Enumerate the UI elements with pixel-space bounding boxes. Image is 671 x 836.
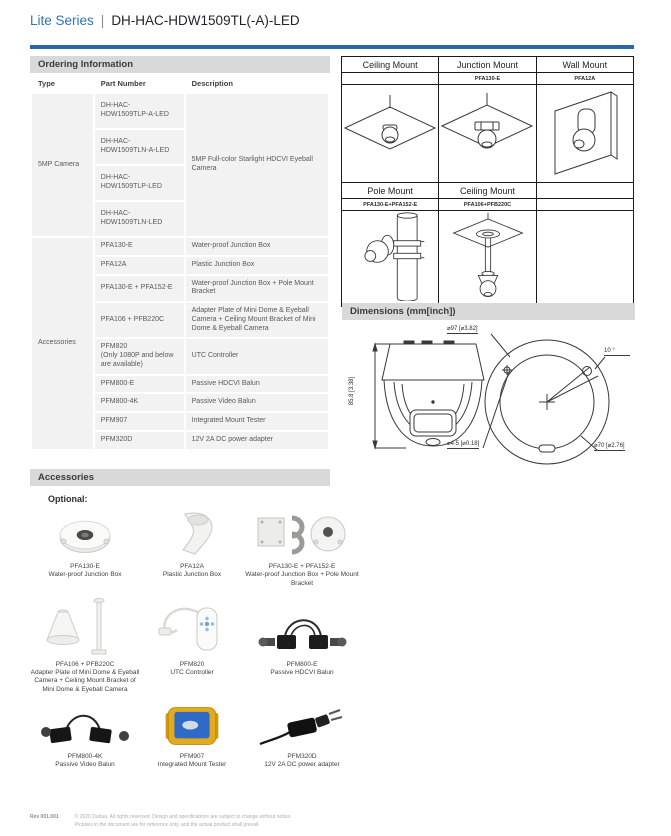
accessory-item: [28, 506, 142, 589]
title-separator: |: [100, 13, 105, 28]
page-header: [30, 13, 300, 28]
accessory-name: Water-proof Junction Box + Pole Mount Bracket: [245, 571, 359, 587]
accessory-image: [142, 506, 242, 558]
mount-image-cell: [342, 85, 439, 183]
accessory-image: [28, 506, 142, 558]
inner-diameter-label: ⌀70 [⌀2.76]: [594, 443, 625, 449]
mounts-table: [341, 56, 634, 307]
accessory-item: [142, 506, 242, 589]
accessory-part: PFA130-E + PFA152-E: [268, 563, 336, 570]
accessory-image: [242, 598, 362, 656]
mount-image-row: [342, 85, 634, 183]
desc-cell: UTC Controller: [186, 339, 328, 373]
desc-cell: Adapter Plate of Mini Dome & Eyeball Camera + Ceiling Mount Bracket of Mini Dome & Eyeball Camera: [186, 303, 328, 337]
accessory-part: PFM800-E: [286, 660, 318, 668]
mount-title: Ceiling Mount: [342, 57, 439, 73]
pfa130e-junction-box-image: [37, 512, 133, 558]
mount-part: PFA12A: [536, 73, 633, 85]
accessory-name: 12V 2A DC power adapter: [264, 761, 340, 769]
accessory-part: PFA12A: [180, 563, 204, 570]
part-cell: PFA130-E + PFA152-E: [95, 276, 184, 302]
part-cell: DH-HAC-HDW1509TLN-LED: [95, 202, 184, 236]
accessory-item: [28, 704, 142, 770]
pfa130e-pfa152e-pole-bracket-image: [252, 510, 352, 558]
pole-mount-drawing: [342, 211, 440, 301]
accessory-part: PFM907: [179, 753, 205, 761]
type-cell-accessories: Accessories: [32, 238, 93, 449]
copyright-line1: © 2020 Dahua. All rights reserved. Design and specifications are subject to change without notice.: [74, 814, 292, 820]
part-cell: DH-HAC-HDW1509TLP-A-LED: [95, 94, 184, 128]
table-row: [32, 238, 328, 255]
desc-cell: Plastic Junction Box: [186, 257, 328, 274]
pfm800e-balun-image: [255, 608, 349, 656]
ordering-information-section: [30, 56, 330, 451]
col-header-desc: Description: [186, 75, 328, 92]
accessory-name: Adapter Plate of Mini Dome & Eyeball Camera + Ceiling Mount Bracket of Mini Dome & Eyeball Camera: [30, 668, 140, 694]
mount-image-cell: [439, 85, 536, 183]
accessory-image: [242, 506, 362, 558]
part-cell: PFM800-E: [95, 376, 184, 393]
ceiling-mount-drawing: [342, 87, 438, 175]
series-title: Lite Series: [30, 13, 94, 28]
pfm800-4k-balun-image: [38, 704, 132, 748]
page-footer: [30, 814, 634, 829]
dimensions-section: [342, 303, 635, 488]
accessory-name: Passive HDCVI Balun: [270, 668, 334, 676]
mount-title: Pole Mount: [342, 183, 439, 199]
empty-cell: [536, 199, 633, 211]
camera-top-view: [447, 324, 635, 474]
part-cell: [95, 339, 184, 373]
accessory-part: PFM800-4K: [67, 753, 103, 761]
accessory-item: [142, 704, 242, 770]
accessory-image: [142, 598, 242, 656]
outer-diameter-label: ⌀97 [⌀3.82]: [447, 326, 478, 332]
mount-title: Wall Mount: [536, 57, 633, 73]
mount-part: PFA106+PFB220C: [439, 199, 536, 211]
pfm320d-power-adapter-image: [254, 706, 350, 748]
part-note: (Only 1080P and below are available): [100, 352, 174, 368]
pfm907-mount-tester-image: [144, 704, 240, 748]
accessory-name: Passive Video Balun: [55, 761, 115, 769]
mount-part: [342, 73, 439, 85]
accessory-image: [142, 704, 242, 748]
part-cell: PFA106 + PFB220C: [95, 303, 184, 337]
pfa12a-wall-bracket-image: [157, 508, 227, 558]
desc-cell: Water-proof Junction Box + Pole Mount Bracket: [186, 276, 328, 302]
camera-top-view-drawing: [447, 324, 635, 474]
mount-sublabel-row: [342, 199, 634, 211]
accessory-name: Water-proof Junction Box: [48, 571, 122, 579]
desc-cell: Integrated Mount Tester: [186, 413, 328, 430]
ordering-section-title: Ordering Information: [30, 56, 330, 73]
table-row: [32, 94, 328, 128]
part-cell: DH-HAC-HDW1509TLP-LED: [95, 166, 184, 200]
optional-label: Optional:: [48, 494, 88, 504]
accessories-grid: [28, 506, 362, 770]
accessory-item: [242, 598, 362, 695]
hole-diameter-label: ⌀4.5 [⌀0.18]: [447, 441, 480, 447]
col-header-part: Part Number: [95, 75, 184, 92]
copyright-text: [75, 814, 292, 829]
dimensions-section-title: Dimensions (mm[inch]): [342, 303, 635, 320]
part-cell: PFM800-4K: [95, 394, 184, 411]
accessory-item: [28, 598, 142, 695]
angle-label: 10 °: [604, 348, 630, 356]
col-header-type: Type: [32, 75, 93, 92]
accessory-part: PFA106 + PFB220C: [55, 660, 115, 668]
accessory-name: Plastic Junction Box: [162, 571, 222, 579]
accessory-name: UTC Controller: [170, 668, 214, 676]
revision-label: Rev 001.001: [30, 814, 59, 820]
accessories-section-title: Accessories: [30, 469, 330, 486]
junction-mount-drawing: [439, 87, 535, 175]
mount-image-cell: [536, 85, 633, 183]
part-cell: PFA130-E: [95, 238, 184, 255]
accessory-item: [242, 506, 362, 589]
mount-part: PFA130-E+PFA152-E: [342, 199, 439, 211]
mount-title: Ceiling Mount: [439, 183, 536, 199]
desc-cell: Water-proof Junction Box: [186, 238, 328, 255]
desc-cell: 12V 2A DC power adapter: [186, 432, 328, 449]
desc-cell: Passive Video Balun: [186, 394, 328, 411]
mount-image-cell: [342, 211, 439, 307]
desc-cell-camera: 5MP Full-color Starlight HDCVI Eyeball Camera: [186, 94, 328, 236]
mount-options-grid: [341, 56, 634, 307]
accessory-part: PFA130-E: [70, 563, 100, 570]
accessory-part: PFM820: [179, 660, 205, 668]
part-number: PFM820: [100, 343, 128, 351]
accessory-part: PFM320D: [287, 753, 317, 761]
pendant-ceiling-mount-drawing: [439, 211, 537, 301]
part-cell: PFM320D: [95, 432, 184, 449]
part-cell: DH-HAC-HDW1509TLN-A-LED: [95, 130, 184, 164]
accessory-item: [142, 598, 242, 695]
ordering-table: [30, 73, 330, 451]
accessory-image: [28, 704, 142, 748]
mount-part: PFA130-E: [439, 73, 536, 85]
accessory-image: [242, 704, 362, 748]
copyright-line2: Pictures in the document are for reference only, and the actual product shall prevail.: [74, 821, 260, 828]
dimensions-drawings: [342, 320, 635, 488]
accessories-section: [30, 469, 330, 486]
part-cell: PFA12A: [95, 257, 184, 274]
mount-image-row: [342, 211, 634, 307]
height-dimension-label: 85.8 [3.38]: [349, 376, 355, 406]
mount-image-cell: [439, 211, 536, 307]
empty-cell: [536, 211, 633, 307]
type-cell-camera: 5MP Camera: [32, 94, 93, 236]
mount-title: Junction Mount: [439, 57, 536, 73]
desc-cell: Passive HDCVI Balun: [186, 376, 328, 393]
mount-sublabel-row: [342, 73, 634, 85]
part-cell: PFM907: [95, 413, 184, 430]
empty-cell: [536, 183, 633, 199]
mount-header-row: [342, 57, 634, 73]
pfa106-pfb220c-adapter-image: [35, 598, 135, 656]
accessory-image: [28, 598, 142, 656]
accessory-name: Integrated Mount Tester: [157, 761, 227, 769]
wall-mount-drawing: [537, 85, 635, 177]
pfm820-utc-controller-image: [149, 602, 235, 656]
header-rule: [30, 45, 634, 49]
model-title: DH-HAC-HDW1509TL(-A)-LED: [111, 13, 300, 28]
table-header-row: [32, 75, 328, 92]
mount-header-row: [342, 183, 634, 199]
accessory-item: [242, 704, 362, 770]
